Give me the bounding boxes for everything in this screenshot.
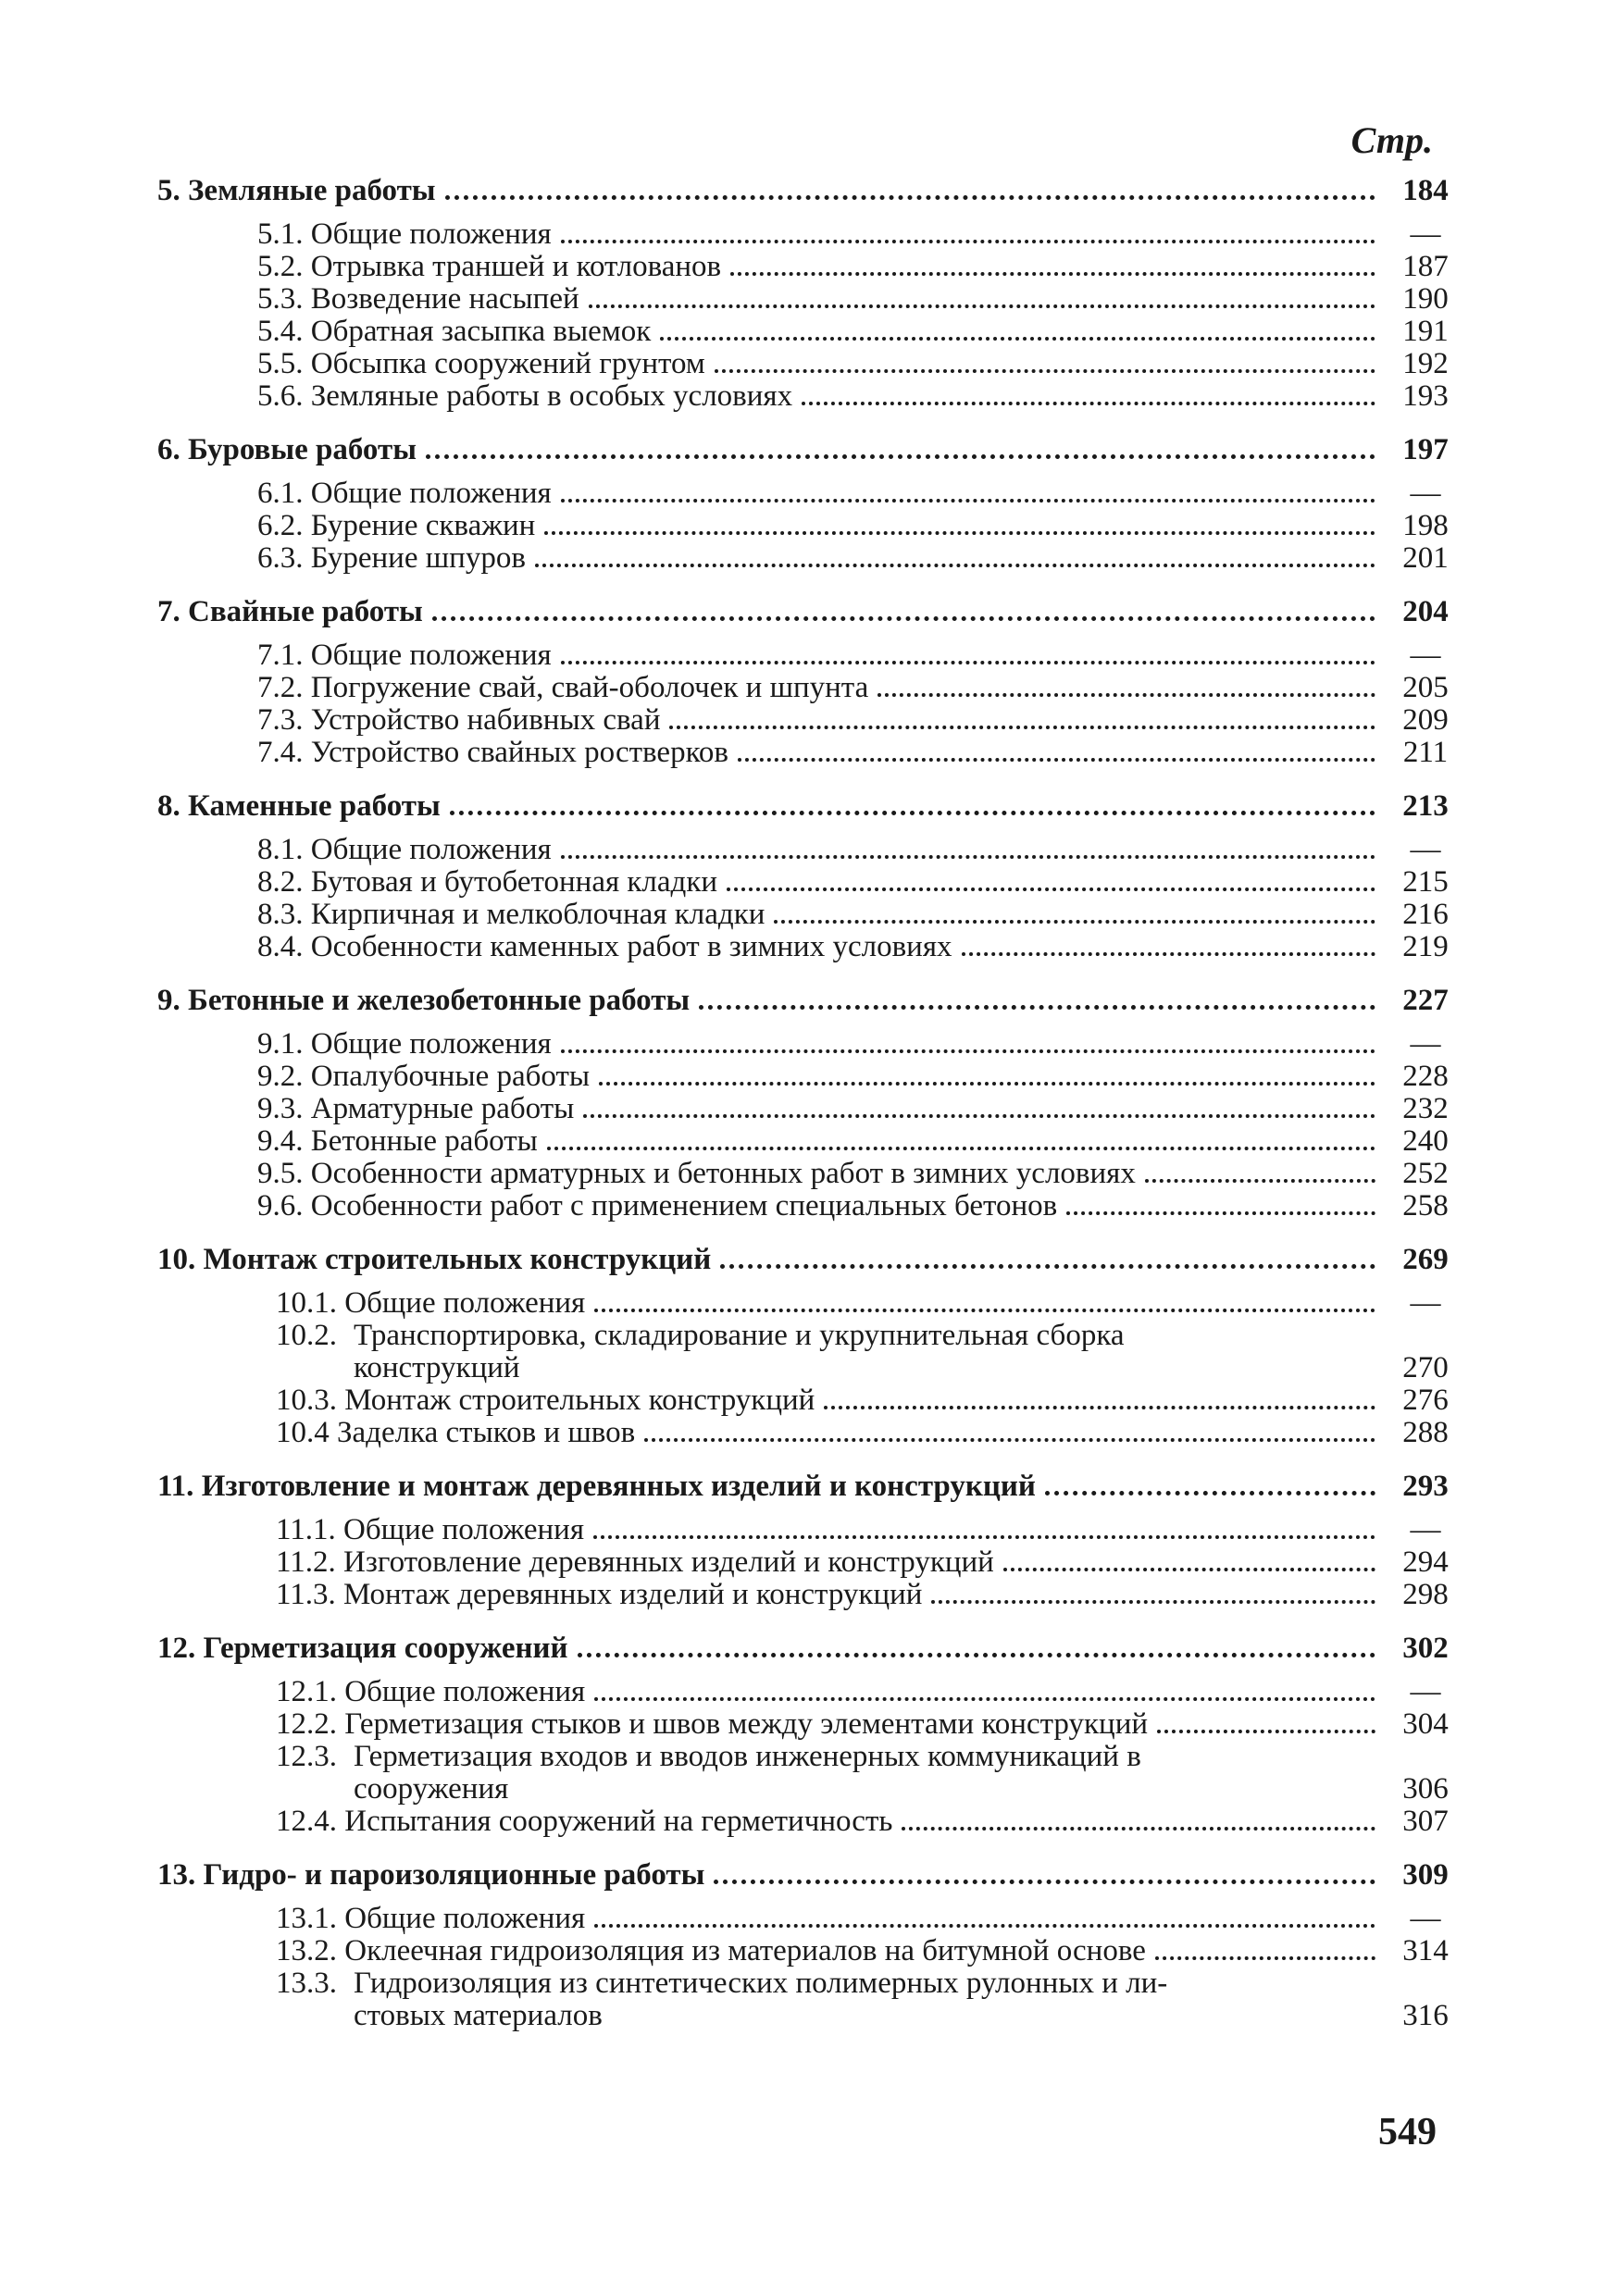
subsection-number: 5.6. [257,379,304,413]
toc-subsection-list [257,218,1462,413]
subsection-page: 307 [1402,1805,1449,1838]
toc-section [157,1632,1462,1838]
subsection-page: 190 [1402,282,1449,316]
subsection-number: 5.2. [257,250,304,283]
section-title-text: Изготовление и монтаж деревянных изделий и конструкций [201,1470,1036,1503]
section-number: 12. [157,1632,196,1665]
toc-subsection-item [257,899,1462,931]
subsection-title [276,1741,1388,1806]
toc-subsection-item [276,1384,1462,1417]
toc-subsection-item [257,1190,1462,1222]
toc-subsection-item [276,1579,1462,1611]
toc-subsection-item [257,283,1462,316]
toc-section [157,984,1462,1222]
subsection-page: 192 [1402,347,1449,380]
dot-leader [714,1880,1375,1884]
subsection-title [257,1061,590,1093]
dot-leader [426,454,1375,459]
subsection-title-continuation: сооружения [354,1772,509,1806]
toc-subsection-item [276,1967,1462,2032]
toc-section-heading [157,1243,1462,1276]
subsection-title [257,283,579,316]
subsection-number: 9.3. [257,1092,304,1125]
subsection-number: 9.4. [257,1124,304,1158]
subsection-number: 10.3. [276,1384,337,1417]
subsection-page: 219 [1402,930,1449,963]
subsection-title [257,899,765,931]
subsection-page: 298 [1402,1578,1449,1611]
toc-subsection-list [257,834,1462,963]
subsection-title [276,1967,1388,2032]
toc-section-heading [157,789,1462,823]
toc-section-heading [157,433,1462,466]
dot-leader [660,337,1375,341]
subsection-title-text: Устройство набивных свай [310,703,661,737]
subsection-title-continuation: стовых материалов [354,1999,603,2032]
section-number: 7. [157,595,180,628]
toc-section-heading [157,1858,1462,1892]
toc-section-heading [157,174,1462,207]
subsection-title-text: Погружение свай, свай-оболочек и шпунта [310,671,869,704]
dot-leader [738,758,1375,762]
subsection-title [257,1158,1136,1190]
dot-leader [699,1005,1375,1010]
subsection-number: 9.2. [257,1060,304,1093]
subsection-number: 12.1. [276,1675,337,1708]
section-title [157,1858,704,1892]
subsection-page: 304 [1402,1707,1449,1741]
subsection-title [257,542,526,575]
dot-leader [445,195,1375,200]
toc-section-heading [157,595,1462,628]
section-number: 13. [157,1858,196,1892]
subsection-number: 13.3. [276,1967,337,2000]
toc-subsection-item [276,1741,1462,1806]
subsection-number: 5.3. [257,282,304,316]
section-page: 269 [1402,1243,1449,1276]
dot-leader [432,616,1375,621]
toc-subsection-list [276,1287,1462,1449]
subsection-title [276,1708,1148,1741]
subsection-page: 316 [1402,1999,1449,2032]
subsection-number: 7.1. [257,639,304,672]
section-number: 5. [157,174,180,207]
section-title-text: Гидро- и пароизоляционные работы [203,1858,705,1892]
subsection-title [276,1546,994,1579]
dot-leader [544,531,1375,535]
subsection-number: 13.2. [276,1934,337,1967]
subsection-title [276,1935,1146,1967]
toc-subsection-item [276,1546,1462,1579]
section-title [157,1470,1036,1503]
subsection-number: 11.3. [276,1578,336,1611]
subsection-number: 9.5. [257,1157,304,1190]
subsection-number: 8.3. [257,898,304,931]
dot-leader [931,1600,1375,1604]
dot-leader [578,1653,1375,1657]
subsection-page: 276 [1402,1384,1449,1417]
section-title [157,433,417,466]
section-page: 309 [1402,1858,1449,1892]
toc-subsection-item [276,1514,1462,1546]
section-number: 8. [157,789,180,823]
toc-subsection-item [257,251,1462,283]
subsection-number: 6.2. [257,509,304,542]
subsection-page: — [1410,477,1441,510]
subsection-number: 7.2. [257,671,304,704]
section-title-text: Герметизация сооружений [203,1632,568,1665]
subsection-title [257,737,728,769]
subsection-title-text: Оклеечная гидроизоляция из материалов на битумной основе [344,1934,1146,1967]
subsection-title-text: Особенности каменных работ в зимних условиях [310,930,952,963]
dot-leader [594,1309,1375,1312]
subsection-title-text: Общие положения [344,1902,586,1935]
subsection-page: 306 [1402,1772,1449,1806]
dot-leader [561,499,1375,503]
toc-subsection-item [257,316,1462,348]
toc-subsection-item [257,931,1462,963]
toc-subsection-item [257,380,1462,413]
dot-leader [644,1438,1375,1442]
subsection-title-text: Изготовление деревянных изделий и конструкций [343,1545,994,1579]
toc-section [157,174,1462,413]
subsection-title-text: Монтаж строительных конструкций [344,1384,815,1417]
subsection-page: 314 [1402,1934,1449,1967]
subsection-page: 209 [1402,703,1449,737]
dot-leader [547,1147,1375,1150]
toc-subsection-item [257,704,1462,737]
toc-subsection-item [257,1061,1462,1093]
subsection-title [257,639,552,672]
section-number: 11. [157,1470,194,1503]
dot-leader [535,564,1375,567]
subsection-page: 240 [1402,1124,1449,1158]
subsection-title [257,510,535,542]
section-number: 6. [157,433,180,466]
toc-subsection-list [276,1514,1462,1611]
subsection-page: — [1410,1286,1441,1320]
toc-subsection-item [257,478,1462,510]
subsection-title [257,704,660,737]
toc-subsection-item [276,1903,1462,1935]
subsection-number: 5.5. [257,347,304,380]
dot-leader [669,726,1375,729]
subsection-number: 13.1. [276,1902,337,1935]
section-page: 293 [1402,1470,1449,1503]
toc-subsection-item [257,1125,1462,1158]
subsection-title-text: Общие положения [310,1027,552,1061]
subsection-title-text: Обсыпка сооружений грунтом [310,347,705,380]
dot-leader [1066,1211,1375,1215]
subsection-title-continuation: конструкций [354,1351,520,1384]
subsection-page: 258 [1402,1189,1449,1222]
page-column-label: Стр. [1350,119,1433,161]
subsection-number: 12.2. [276,1707,337,1741]
subsection-number: 8.1. [257,833,304,866]
subsection-page: 288 [1402,1416,1449,1449]
subsection-title [257,1028,552,1061]
section-page: 197 [1402,433,1449,466]
subsection-title [276,1514,584,1546]
page-number: 549 [1378,2111,1437,2153]
toc-subsection-item [276,1417,1462,1449]
toc-subsection-item [276,1676,1462,1708]
dot-leader [715,369,1375,373]
subsection-title [257,251,721,283]
toc-section-heading [157,1470,1462,1503]
section-title-text: Каменные работы [188,789,441,823]
section-title [157,984,690,1017]
subsection-title-text: Кирпичная и мелкоблочная кладки [310,898,765,931]
subsection-page: — [1410,1027,1441,1061]
dot-leader [824,1406,1375,1409]
subsection-title-text: Герметизация стыков и швов между элементами конструкций [344,1707,1149,1741]
section-title-text: Буровые работы [188,433,417,466]
subsection-title-text: Особенности работ с применением специальных бетонов [310,1189,1058,1222]
subsection-title-text: Опалубочные работы [310,1060,591,1093]
dot-leader [599,1082,1375,1086]
toc-subsection-item [257,639,1462,672]
subsection-title [276,1806,892,1838]
subsection-title-text: Возведение насыпей [310,282,579,316]
toc-section [157,595,1462,769]
dot-leader [1003,1568,1375,1571]
dot-leader [1045,1491,1375,1496]
subsection-title-text: Бетонные работы [310,1124,538,1158]
subsection-page: — [1410,217,1441,251]
toc-subsection-item [257,510,1462,542]
subsection-number: 9.6. [257,1189,304,1222]
subsection-page: — [1410,1902,1441,1935]
toc-subsection-item [257,834,1462,866]
toc-section-heading [157,1632,1462,1665]
subsection-title-text: Герметизация входов и вводов инженерных коммуникаций в [354,1740,1141,1773]
toc-subsection-item [257,1028,1462,1061]
dot-leader [561,661,1375,664]
subsection-page: 198 [1402,509,1449,542]
subsection-title [276,1676,585,1708]
section-title-text: Монтаж строительных конструкций [203,1243,712,1276]
subsection-title-text: Бутовая и бутобетонная кладки [310,865,718,899]
dot-leader [561,240,1375,243]
dot-leader [774,920,1375,924]
subsection-page: 270 [1402,1351,1449,1384]
toc-subsection-item [257,218,1462,251]
dot-leader [561,1049,1375,1053]
subsection-title [257,380,792,413]
subsection-number: 7.4. [257,736,304,769]
subsection-title-text: Арматурные работы [310,1092,575,1125]
toc-subsection-item [257,672,1462,704]
section-title [157,174,436,207]
subsection-page: — [1410,639,1441,672]
subsection-title [276,1417,635,1449]
subsection-number: 9.1. [257,1027,304,1061]
subsection-title [276,1384,815,1417]
section-title [157,1243,711,1276]
subsection-title-text: Общие положения [343,1513,585,1546]
dot-leader [727,887,1375,891]
subsection-page: — [1410,833,1441,866]
subsection-title-text: Испытания сооружений на герметичность [344,1805,893,1838]
subsection-title [257,1190,1057,1222]
subsection-title [257,316,651,348]
subsection-number: 10.1. [276,1286,337,1320]
subsection-page: 294 [1402,1545,1449,1579]
subsection-page: 205 [1402,671,1449,704]
subsection-title-text: Заделка стыков и швов [337,1416,636,1449]
subsection-title [257,478,552,510]
section-page: 227 [1402,984,1449,1017]
subsection-title [276,1903,585,1935]
subsection-title [257,218,552,251]
subsection-title [276,1579,922,1611]
subsection-title [276,1320,1388,1384]
subsection-number: 6.1. [257,477,304,510]
toc-subsection-list [276,1676,1462,1838]
dot-leader [1145,1179,1375,1183]
dot-leader [450,811,1375,815]
toc-section-heading [157,984,1462,1017]
toc-subsection-item [276,1935,1462,1967]
toc-subsection-item [276,1806,1462,1838]
section-title [157,789,441,823]
subsection-title-text: Обратная засыпка выемок [310,315,652,348]
subsection-number: 12.4. [276,1805,337,1838]
toc-subsection-item [257,542,1462,575]
section-title-text: Земляные работы [188,174,436,207]
subsection-page: 216 [1402,898,1449,931]
subsection-page: 215 [1402,865,1449,899]
dot-leader [594,1697,1375,1701]
subsection-page: 191 [1402,315,1449,348]
toc-subsection-list [276,1903,1462,2032]
subsection-page: — [1410,1675,1441,1708]
dot-leader [877,693,1375,697]
toc-subsection-item [276,1708,1462,1741]
subsection-page: 228 [1402,1060,1449,1093]
subsection-number: 5.1. [257,217,304,251]
section-title-text: Свайные работы [188,595,423,628]
subsection-title [257,834,552,866]
subsection-title-text: Общие положения [310,833,552,866]
subsection-title-text: Особенности арматурных и бетонных работ в зимних условиях [310,1157,1136,1190]
subsection-title-text: Транспортировка, складирование и укрупнительная сборка [354,1319,1125,1352]
dot-leader [589,304,1375,308]
toc-subsection-item [257,348,1462,380]
section-page: 213 [1402,789,1449,823]
toc-subsection-item [257,1158,1462,1190]
section-title [157,595,423,628]
subsection-page: 187 [1402,250,1449,283]
dot-leader [1157,1730,1375,1733]
section-page: 302 [1402,1632,1449,1665]
dot-leader [802,402,1375,405]
dot-leader [730,272,1375,276]
subsection-title-text: Общие положения [310,639,552,672]
subsection-title-text: Общие положения [344,1675,586,1708]
subsection-title-text: Бурение скважин [310,509,536,542]
toc-subsection-item [257,737,1462,769]
section-page: 184 [1402,174,1449,207]
dot-leader [1155,1956,1375,1960]
subsection-title-text: Монтаж деревянных изделий и конструкций [343,1578,923,1611]
subsection-number: 10.4 [276,1416,330,1449]
dot-leader [583,1114,1375,1118]
subsection-number: 8.4. [257,930,304,963]
section-number: 10. [157,1243,196,1276]
toc-subsection-list [257,478,1462,575]
subsection-title-text: Земляные работы в особых условиях [310,379,793,413]
dot-leader [962,952,1376,956]
subsection-page: 201 [1402,541,1449,575]
table-of-contents [157,174,1462,2053]
toc-subsection-item [276,1320,1462,1384]
toc-section [157,1858,1462,2032]
subsection-title-text: Общие положения [344,1286,586,1320]
subsection-page: — [1410,1513,1441,1546]
toc-subsection-list [257,1028,1462,1222]
subsection-title-text: Устройство свайных ростверков [310,736,729,769]
subsection-title [257,1093,574,1125]
subsection-number: 11.2. [276,1545,336,1579]
dot-leader [593,1535,1375,1539]
toc-section [157,1470,1462,1611]
section-title-text: Бетонные и железобетонные работы [188,984,691,1017]
toc-section [157,1243,1462,1449]
dot-leader [594,1924,1375,1928]
section-page: 204 [1402,595,1449,628]
toc-subsection-item [257,1093,1462,1125]
toc-subsection-item [257,866,1462,899]
toc-section [157,789,1462,963]
subsection-title-text: Отрывка траншей и котлованов [310,250,722,283]
subsection-page: 252 [1402,1157,1449,1190]
subsection-number: 10.2. [276,1319,337,1352]
dot-leader [561,855,1375,859]
subsection-number: 5.4. [257,315,304,348]
dot-leader [720,1264,1375,1269]
subsection-number: 12.3. [276,1740,337,1773]
subsection-number: 8.2. [257,865,304,899]
section-title [157,1632,568,1665]
subsection-number: 6.3. [257,541,304,575]
subsection-title [257,672,868,704]
subsection-page: 232 [1402,1092,1449,1125]
subsection-number: 11.1. [276,1513,336,1546]
subsection-title [257,348,705,380]
toc-section [157,433,1462,575]
section-number: 9. [157,984,180,1017]
subsection-title-text: Гидроизоляция из синтетических полимерных рулонных и ли- [354,1967,1168,2000]
dot-leader [902,1827,1375,1831]
toc-subsection-list [257,639,1462,769]
subsection-page: 193 [1402,379,1449,413]
subsection-title-text: Общие положения [310,217,552,251]
subsection-title-text: Общие положения [310,477,552,510]
subsection-title-text: Бурение шпуров [310,541,526,575]
subsection-title [257,866,717,899]
toc-subsection-item [276,1287,1462,1320]
subsection-title [257,931,952,963]
subsection-page: 211 [1402,736,1449,769]
subsection-number: 7.3. [257,703,304,737]
subsection-title [257,1125,538,1158]
subsection-title [276,1287,585,1320]
